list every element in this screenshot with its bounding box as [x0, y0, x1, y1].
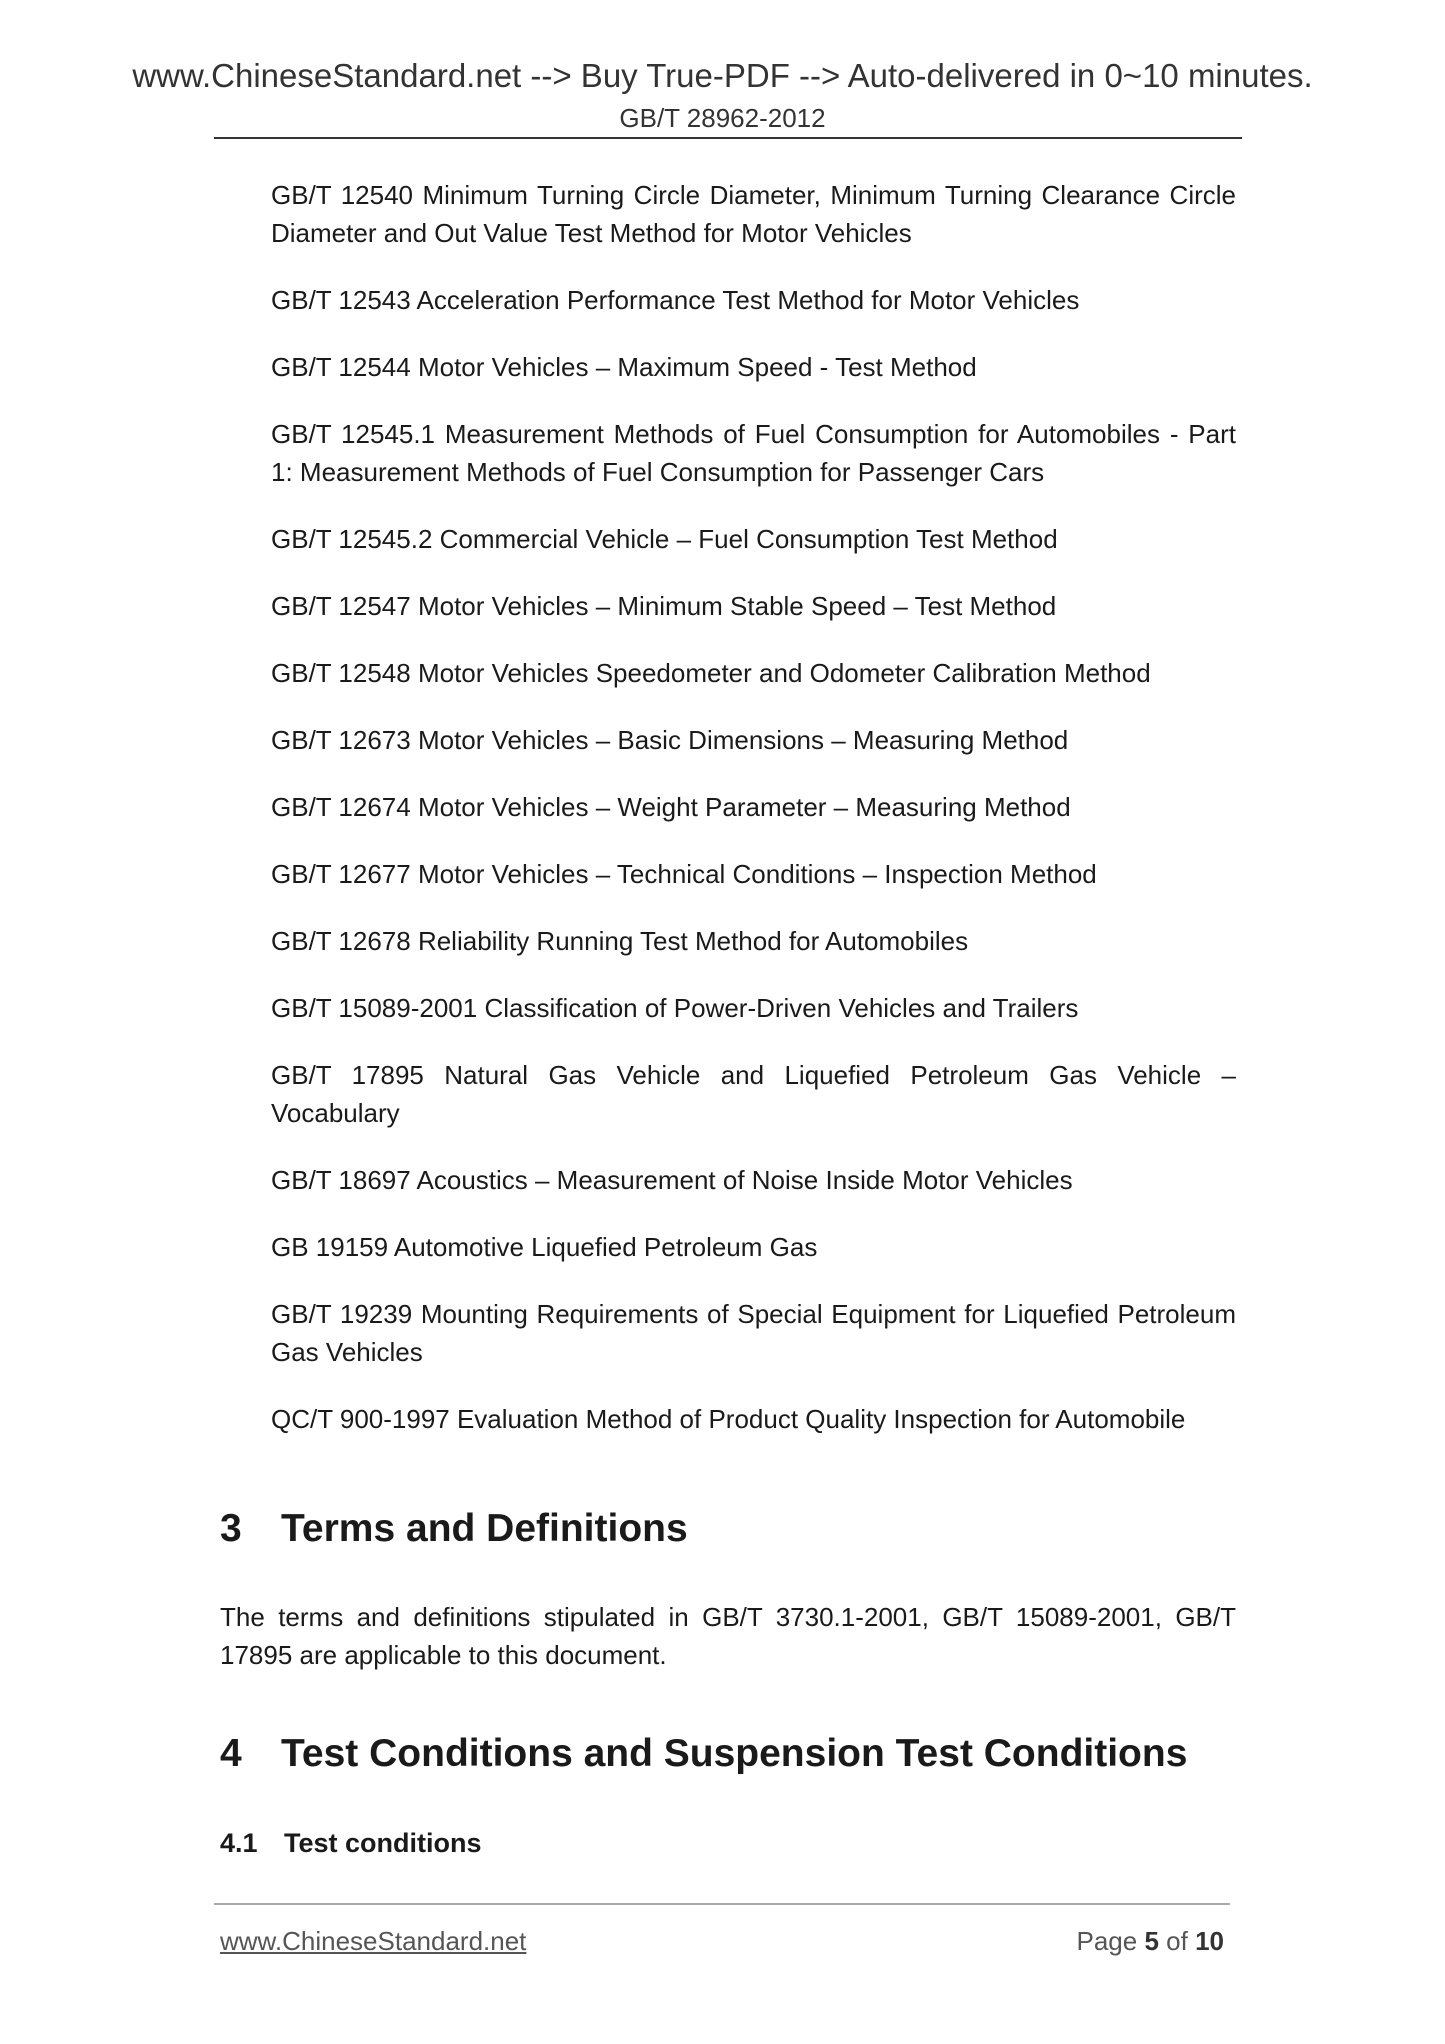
reference-item: GB/T 19239 Mounting Requirements of Special Equipment for Liquefied Petroleum Gas Vehicles: [271, 1299, 1236, 1367]
section-4-number: 4: [220, 1732, 242, 1775]
reference-item: GB/T 12673 Motor Vehicles – Basic Dimensions – Measuring Method: [271, 725, 1069, 755]
section-3-body: The terms and definitions stipulated in GB/T 3730.1-2001, GB/T 15089-2001, GB/T 17895 are applicable to this document.: [220, 1602, 1236, 1670]
reference-item: GB/T 12678 Reliability Running Test Method for Automobiles: [271, 926, 969, 956]
reference-item: GB/T 12545.1 Measurement Methods of Fuel Consumption for Automobiles - Part 1: Measurement Methods of Fuel Consumption for Passenger Cars: [271, 419, 1236, 487]
reference-item: GB/T 12674 Motor Vehicles – Weight Parameter – Measuring Method: [271, 792, 1071, 822]
standard-code: GB/T 28962-2012: [619, 103, 826, 133]
reference-item: GB/T 12547 Motor Vehicles – Minimum Stable Speed – Test Method: [271, 591, 1057, 621]
reference-item: GB/T 12677 Motor Vehicles – Technical Conditions – Inspection Method: [271, 859, 1097, 889]
subsection-4-1-number: 4.1: [220, 1828, 258, 1858]
section-4-title: Test Conditions and Suspension Test Conditions: [281, 1732, 1188, 1775]
reference-item: GB/T 15089-2001 Classification of Power-Driven Vehicles and Trailers: [271, 993, 1079, 1023]
reference-item: GB/T 12548 Motor Vehicles Speedometer and Odometer Calibration Method: [271, 658, 1151, 688]
current-page-number: 5: [1144, 1926, 1159, 1956]
page-indicator: [1076, 1925, 1224, 1957]
page-of-label: of: [1166, 1926, 1188, 1956]
section-4-heading: [220, 1731, 1187, 1777]
subsection-4-1-title: Test conditions: [284, 1828, 482, 1858]
reference-item: GB/T 12543 Acceleration Performance Test Method for Motor Vehicles: [271, 285, 1080, 315]
reference-item: GB/T 12544 Motor Vehicles – Maximum Speed - Test Method: [271, 352, 977, 382]
footer-divider: [214, 1903, 1230, 1905]
reference-item: QC/T 900-1997 Evaluation Method of Product Quality Inspection for Automobile: [271, 1404, 1186, 1434]
subsection-4-1-heading: [220, 1826, 482, 1860]
reference-item: GB 19159 Automotive Liquefied Petroleum Gas: [271, 1232, 818, 1262]
page-prefix: Page: [1076, 1926, 1138, 1956]
reference-item: GB/T 17895 Natural Gas Vehicle and Liquefied Petroleum Gas Vehicle – Vocabulary: [271, 1060, 1236, 1128]
total-pages-number: 10: [1195, 1926, 1224, 1956]
reference-item: GB/T 12545.2 Commercial Vehicle – Fuel Consumption Test Method: [271, 524, 1058, 554]
footer-site-link[interactable]: www.ChineseStandard.net: [220, 1926, 527, 1956]
header-divider: [214, 137, 1242, 139]
section-3-title: Terms and Definitions: [281, 1507, 688, 1550]
normative-references-list: [271, 176, 1236, 1467]
reference-item: GB/T 12540 Minimum Turning Circle Diameter, Minimum Turning Clearance Circle Diameter and Out Value Test Method for Motor Vehicles: [271, 180, 1236, 248]
reference-item: GB/T 18697 Acoustics – Measurement of Noise Inside Motor Vehicles: [271, 1165, 1073, 1195]
section-3-number: 3: [220, 1507, 242, 1550]
section-3-heading: [220, 1506, 688, 1552]
top-banner: www.ChineseStandard.net --> Buy True-PDF --> Auto-delivered in 0~10 minutes.: [132, 57, 1313, 94]
